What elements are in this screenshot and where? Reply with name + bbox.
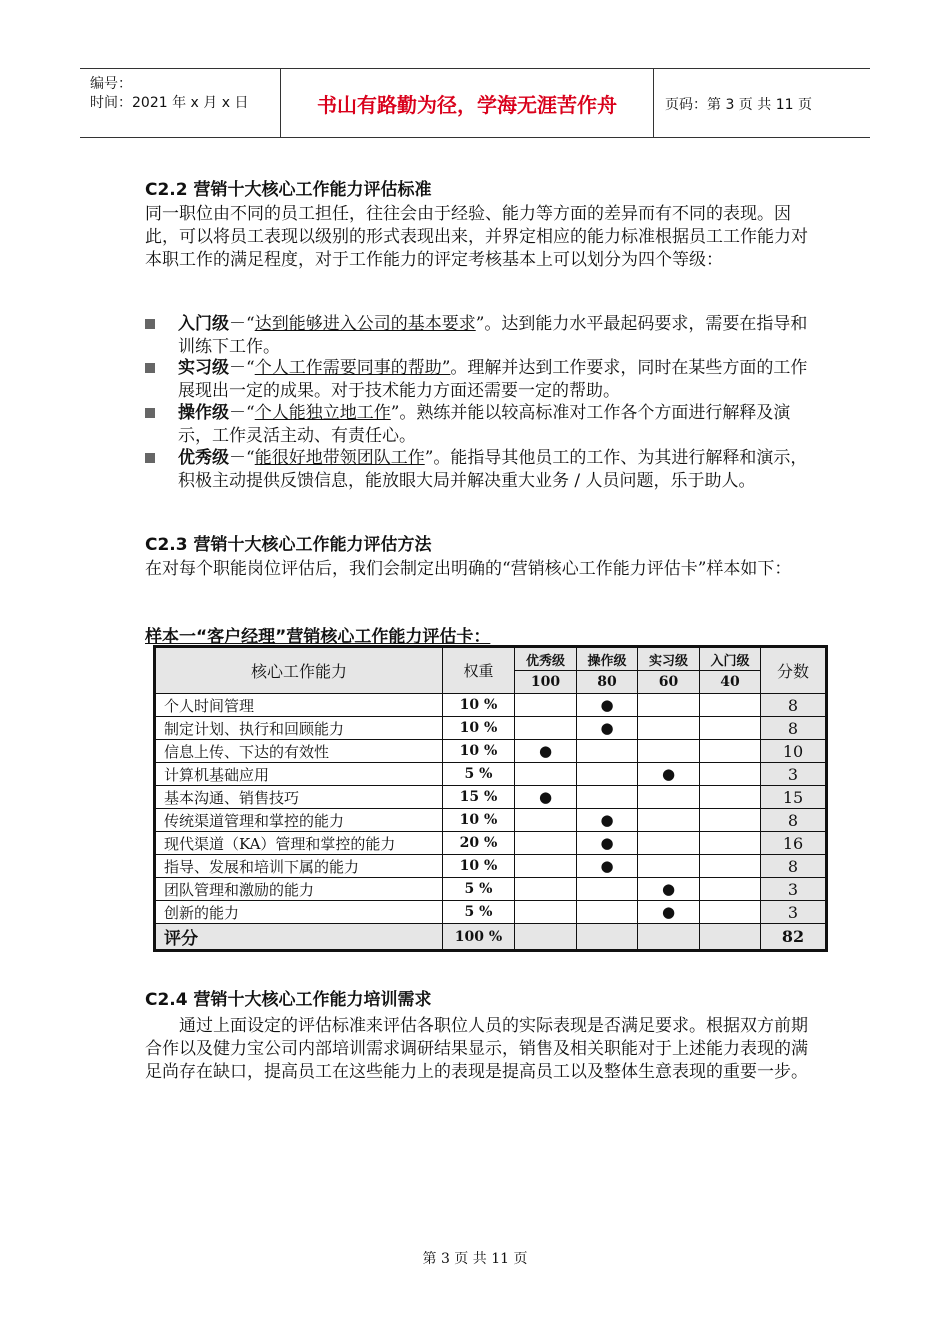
level-cell (700, 809, 761, 832)
level-sep: －“ (229, 448, 255, 468)
ability-name: 指导、发展和培训下属的能力 (155, 855, 443, 878)
ability-weight: 5 % (443, 901, 515, 924)
level-cell (638, 786, 700, 809)
section-title-c22: C2.2 营销十大核心工作能力评估标准 (145, 180, 432, 200)
ability-weight: 10 % (443, 740, 515, 763)
ability-score: 8 (761, 855, 827, 878)
header-level: 实习级 (638, 647, 700, 671)
empty-cell (577, 924, 638, 951)
level-cell (700, 855, 761, 878)
table-caption: 样本一“客户经理”营销核心工作能力评估卡： (145, 627, 491, 647)
level-name: 实习级 (178, 358, 229, 378)
level-desc: 。理解并达到工作要求，同时在某些方面的工作展现出一定的成果。对于技术能力方面还需要一定的帮助。 (178, 358, 808, 401)
section-c24-paragraph: 通过上面设定的评估标准来评估各职位人员的实际表现是否满足要求。根据双方前期合作以及健力宝公司内部培训需求调研结果显示，销售及相关职能对于上述能力表现的满足尚存在缺口，提高员工在这些能力上的表现是提高员工以及整体生意表现的重要一步。 (145, 1016, 808, 1082)
level-dot: ● (577, 832, 638, 855)
table-row (155, 740, 827, 763)
ability-name: 个人时间管理 (155, 694, 443, 717)
level-cell (700, 740, 761, 763)
level-name: 操作级 (178, 403, 229, 423)
empty-cell (515, 924, 577, 951)
ability-weight: 10 % (443, 855, 515, 878)
level-desc: ”。熟练并能以较高标准对工作各个方面进行解释及演示，工作灵活主动、有责任心。 (178, 403, 791, 446)
level-dot: ● (638, 763, 700, 786)
level-cell (515, 878, 577, 901)
level-quote: 个人工作需要同事的帮助” (254, 358, 451, 378)
bullet-square-icon (145, 453, 155, 463)
total-label: 评分 (155, 924, 443, 951)
level-cell (515, 855, 577, 878)
level-sep: －“ (229, 314, 255, 334)
level-cell (638, 717, 700, 740)
bullet-square-icon (145, 363, 155, 373)
level-cell (577, 786, 638, 809)
level-dot: ● (577, 694, 638, 717)
bullet-square-icon (145, 408, 155, 418)
ability-weight: 5 % (443, 763, 515, 786)
level-item (145, 357, 810, 403)
level-sep: －“ (229, 403, 255, 423)
ability-score: 3 (761, 878, 827, 901)
ability-name: 团队管理和激励的能力 (155, 878, 443, 901)
level-desc: ”。达到能力水平最起码要求，需要在指导和训练下工作。 (178, 314, 808, 357)
date-label: 时间：2021 年 x 月 x 日 (90, 95, 249, 111)
level-cell (700, 717, 761, 740)
level-item (145, 402, 810, 448)
header-page-info: 页码：第 3 页 共 11 页 (665, 97, 812, 113)
header-ability: 核心工作能力 (155, 647, 443, 694)
ability-weight: 10 % (443, 694, 515, 717)
ability-score: 8 (761, 717, 827, 740)
level-quote: 达到能够进入公司的基本要求 (254, 314, 476, 334)
ability-name: 创新的能力 (155, 901, 443, 924)
ability-score: 16 (761, 832, 827, 855)
level-dot: ● (577, 855, 638, 878)
ability-weight: 15 % (443, 786, 515, 809)
ability-name: 信息上传、下达的有效性 (155, 740, 443, 763)
ability-weight: 5 % (443, 878, 515, 901)
empty-cell (638, 924, 700, 951)
level-cell (700, 694, 761, 717)
ability-score: 10 (761, 740, 827, 763)
ability-score: 3 (761, 763, 827, 786)
ability-score: 8 (761, 809, 827, 832)
level-dot: ● (515, 786, 577, 809)
empty-cell (700, 924, 761, 951)
section-title-c23: C2.3 营销十大核心工作能力评估方法 (145, 535, 432, 555)
level-quote: 能很好地带领团队工作 (254, 448, 425, 468)
header-motto: 书山有路勤为径，学海无涯苦作舟 (281, 69, 654, 137)
level-desc: ”。能指导其他员工的工作、为其进行解释和演示，积极主动提供反馈信息，能放眼大局并解决重大业务 / 人员问题，乐于助人。 (178, 448, 808, 491)
header-level: 操作级 (577, 647, 638, 671)
level-cell (577, 763, 638, 786)
level-sep: －“ (229, 358, 255, 378)
header-score: 分数 (761, 647, 827, 694)
level-cell (515, 694, 577, 717)
ability-score: 15 (761, 786, 827, 809)
table-row (155, 786, 827, 809)
ability-name: 制定计划、执行和回顾能力 (155, 717, 443, 740)
table-row (155, 832, 827, 855)
ability-weight: 10 % (443, 717, 515, 740)
level-cell (515, 901, 577, 924)
level-dot: ● (577, 717, 638, 740)
level-item (145, 313, 810, 359)
ability-weight: 20 % (443, 832, 515, 855)
level-cell (700, 901, 761, 924)
level-value: 40 (700, 671, 761, 694)
ability-name: 基本沟通、销售技巧 (155, 786, 443, 809)
level-dot: ● (577, 809, 638, 832)
level-cell (515, 717, 577, 740)
page-footer: 第 3 页 共 11 页 (422, 1251, 528, 1267)
section-c22-paragraph: 同一职位由不同的员工担任，往往会由于经验、能力等方面的差异而有不同的表现。因此，可以将员工表现以级别的形式表现出来，并界定相应的能力标准根据员工工作能力对本职工作的满足程度，对于工作能力的评定考核基本上可以划分为四个等级： (145, 204, 808, 270)
level-cell (577, 878, 638, 901)
table-row (155, 763, 827, 786)
section-c23-paragraph: 在对每个职能岗位评估后，我们会制定出明确的“营销核心工作能力评估卡”样本如下： (145, 559, 792, 579)
number-label: 编号： (90, 76, 132, 92)
level-name: 入门级 (178, 314, 229, 334)
table-row (155, 717, 827, 740)
level-cell (700, 878, 761, 901)
ability-name: 现代渠道（KA）管理和掌控的能力 (155, 832, 443, 855)
level-quote: 个人能独立地工作 (254, 403, 391, 423)
level-cell (515, 809, 577, 832)
section-title-c24: C2.4 营销十大核心工作能力培训需求 (145, 990, 432, 1010)
header-weight: 权重 (443, 647, 515, 694)
level-cell (638, 855, 700, 878)
table-row (155, 855, 827, 878)
level-cell (638, 694, 700, 717)
table-row (155, 901, 827, 924)
level-name: 优秀级 (178, 448, 229, 468)
header-level: 入门级 (700, 647, 761, 671)
level-value: 100 (515, 671, 577, 694)
level-dot: ● (515, 740, 577, 763)
header-level: 优秀级 (515, 647, 577, 671)
level-cell (638, 832, 700, 855)
total-score: 82 (761, 924, 827, 951)
level-cell (577, 901, 638, 924)
level-cell (515, 832, 577, 855)
level-dot: ● (638, 878, 700, 901)
level-cell (638, 809, 700, 832)
level-cell (638, 740, 700, 763)
level-cell (515, 763, 577, 786)
level-cell (700, 763, 761, 786)
bullet-square-icon (145, 319, 155, 329)
level-dot: ● (638, 901, 700, 924)
level-value: 80 (577, 671, 638, 694)
level-value: 60 (638, 671, 700, 694)
table-row (155, 809, 827, 832)
table-row (155, 878, 827, 901)
level-cell (577, 740, 638, 763)
ability-name: 计算机基础应用 (155, 763, 443, 786)
ability-score: 8 (761, 694, 827, 717)
ability-name: 传统渠道管理和掌控的能力 (155, 809, 443, 832)
assessment-table (153, 645, 828, 952)
level-cell (700, 786, 761, 809)
page-header (80, 68, 870, 138)
table-row (155, 694, 827, 717)
ability-score: 3 (761, 901, 827, 924)
ability-weight: 10 % (443, 809, 515, 832)
level-cell (700, 832, 761, 855)
header-meta (80, 69, 281, 137)
level-item (145, 447, 810, 493)
total-weight: 100 % (443, 924, 515, 951)
